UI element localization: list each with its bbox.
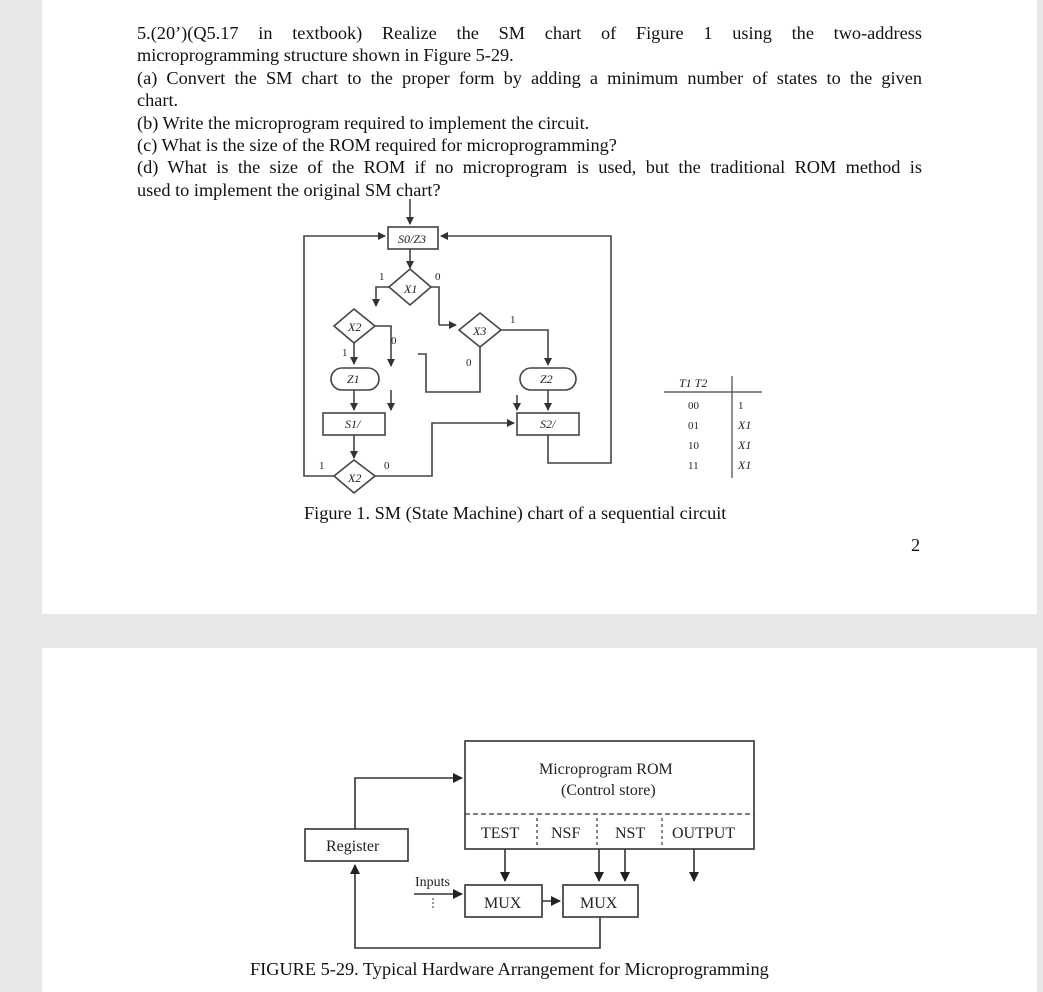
question-line: 5.(20’)(Q5.17 in textbook) Realize the SM chart of Figure 1 using the two-address [137,23,922,43]
x2-label: X2 [348,320,362,334]
document-page-2 [42,648,1037,992]
question-part-a-cont: chart. [137,90,179,111]
state-assignment-table [664,376,762,478]
x3-label: X3 [473,324,487,338]
s1-label: S1/ [345,417,361,431]
question-part-a: (a) Convert the SM chart to the proper form by adding a minimum number of states to the given [137,67,922,88]
branch-label: 0 [435,271,441,283]
figure-1-caption: Figure 1. SM (State Machine) chart of a sequential circuit [304,503,727,523]
branch-label: 1 [342,347,348,359]
rom-title: Microprogram ROM [539,761,673,778]
branch-label: 1 [510,314,516,326]
field-output: OUTPUT [672,825,736,842]
document-page-1 [42,0,1037,614]
table-row-code: 01 [688,420,699,432]
table-row-code: 10 [688,440,699,452]
z2-label: Z2 [540,372,553,386]
x1-label: X1 [404,282,418,296]
s0-label: S0/Z3 [398,232,427,246]
table-header-right: 1 [738,400,744,412]
question-part-d: (d) What is the size of the ROM if no microprogram is used, but the traditional ROM method is [137,157,922,178]
branch-label: 0 [466,357,472,369]
figure-5-29-caption: FIGURE 5-29. Typical Hardware Arrangement for Microprogramming [250,959,769,979]
x2-lower-label: X2 [348,471,362,485]
field-test: TEST [481,825,520,842]
branch-label: 1 [379,271,385,283]
table-row-code: 00 [688,400,699,412]
question-part-d-cont: used to implement the original SM chart? [137,179,441,200]
table-row-value: X1 [738,418,752,432]
question-line: microprogramming structure shown in Figure 5-29. [137,45,514,66]
z1-label: Z1 [347,372,360,386]
branch-label: 0 [391,335,397,347]
table-row-code: 11 [688,460,699,472]
branch-label: 0 [384,460,390,472]
question-part-c: (c) What is the size of the ROM required for microprogramming? [137,135,617,156]
table-row-value: X1 [738,438,752,452]
table-header-left: T1 T2 [679,376,708,390]
s2-label: S2/ [540,417,556,431]
branch-label: 1 [319,460,325,472]
field-nst: NST [615,825,646,842]
table-row-value: X1 [738,458,752,472]
mux-1-label: MUX [484,895,522,912]
register-label: Register [326,838,380,855]
page-number: 2 [911,535,921,555]
field-nsf: NSF [551,825,581,842]
question-part-b: (b) Write the microprogram required to implement the circuit. [137,112,590,133]
mux-2-label: MUX [580,895,618,912]
rom-subtitle: (Control store) [561,782,656,799]
hardware-arrangement-figure [42,648,1037,992]
inputs-label: Inputs [415,875,450,890]
